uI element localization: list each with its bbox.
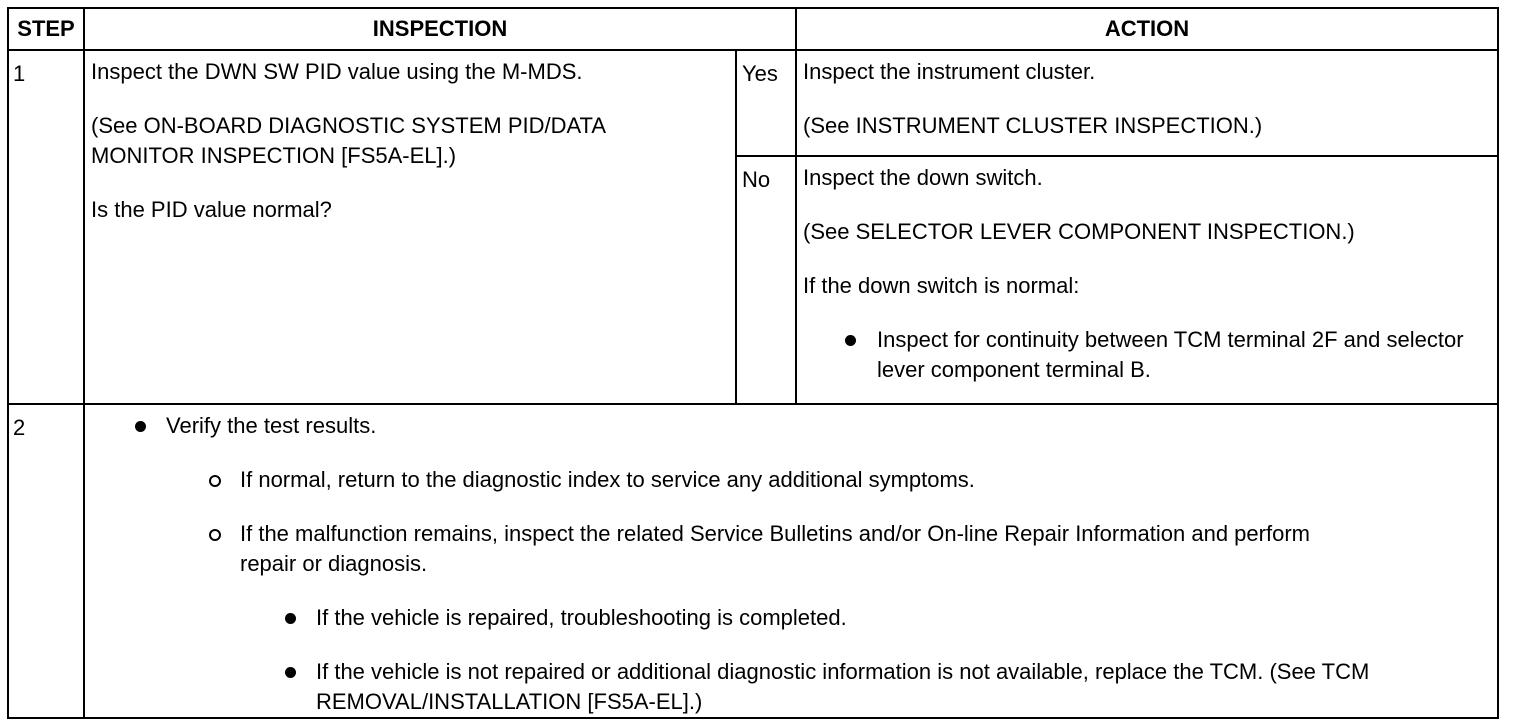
step1-yes-row [8, 50, 1498, 156]
step2-sub-item-2 [91, 519, 1489, 579]
action-header: ACTION [796, 8, 1498, 50]
bullet-icon [135, 421, 146, 432]
no-action-text: Inspect the down switch. [803, 165, 1043, 190]
header-row [8, 8, 1498, 50]
no-action-condition: If the down switch is normal: [803, 273, 1080, 298]
step2-sub2b-text: If the vehicle is not repaired or additional diagnostic information is not available, replace the TCM. (See TCM REMOVAL/INSTALLATION [FS5A-EL].) [316, 659, 1370, 714]
step1-yes-label: Yes [736, 50, 796, 156]
step1-inspection-question: Is the PID value normal? [91, 197, 332, 222]
step2-sub-item-1 [91, 465, 1489, 495]
procedure-table [7, 7, 1499, 719]
step1-no-action [796, 156, 1498, 404]
inspection-header: INSPECTION [84, 8, 796, 50]
step-header: STEP [8, 8, 84, 50]
step1-yes-action [796, 50, 1498, 156]
step1-inspection-text: Inspect the DWN SW PID value using the M-MDS. [91, 59, 583, 84]
step2-sub-sub-item-2 [91, 657, 1489, 717]
bullet-icon [285, 667, 296, 678]
bullet-icon [845, 335, 856, 346]
yes-action-reference: (See INSTRUMENT CLUSTER INSPECTION.) [803, 113, 1263, 138]
step1-no-label: No [736, 156, 796, 404]
step2-sub1-text: If normal, return to the diagnostic index to service any additional symptoms. [240, 467, 975, 492]
step2-bullet-text: Verify the test results. [166, 413, 377, 438]
no-action-reference: (See SELECTOR LEVER COMPONENT INSPECTION.) [803, 219, 1355, 244]
step2-bullet-item [91, 411, 1489, 441]
step2-sub2-text: If the malfunction remains, inspect the related Service Bulletins and/or On-line Repair Information and perform repair or diagnosis. [240, 521, 1310, 576]
step1-inspection-reference: (See ON-BOARD DIAGNOSTIC SYSTEM PID/DATA MONITOR INSPECTION [FS5A-EL].) [91, 113, 605, 168]
step1-inspection [84, 50, 736, 404]
step2-sub-sub-item-1 [91, 603, 1489, 633]
bullet-icon [285, 613, 296, 624]
step2-content [84, 404, 1498, 718]
step2-sub2a-text: If the vehicle is repaired, troubleshooting is completed. [316, 605, 847, 630]
no-action-bullet-text: Inspect for continuity between TCM terminal 2F and selector lever component terminal B. [877, 327, 1464, 382]
no-action-bullet-item [803, 325, 1489, 385]
step1-number: 1 [8, 50, 84, 404]
step2-row [8, 404, 1498, 718]
hollow-bullet-icon [209, 529, 221, 541]
yes-action-text: Inspect the instrument cluster. [803, 59, 1096, 84]
step2-number: 2 [8, 404, 84, 718]
hollow-bullet-icon [209, 475, 221, 487]
